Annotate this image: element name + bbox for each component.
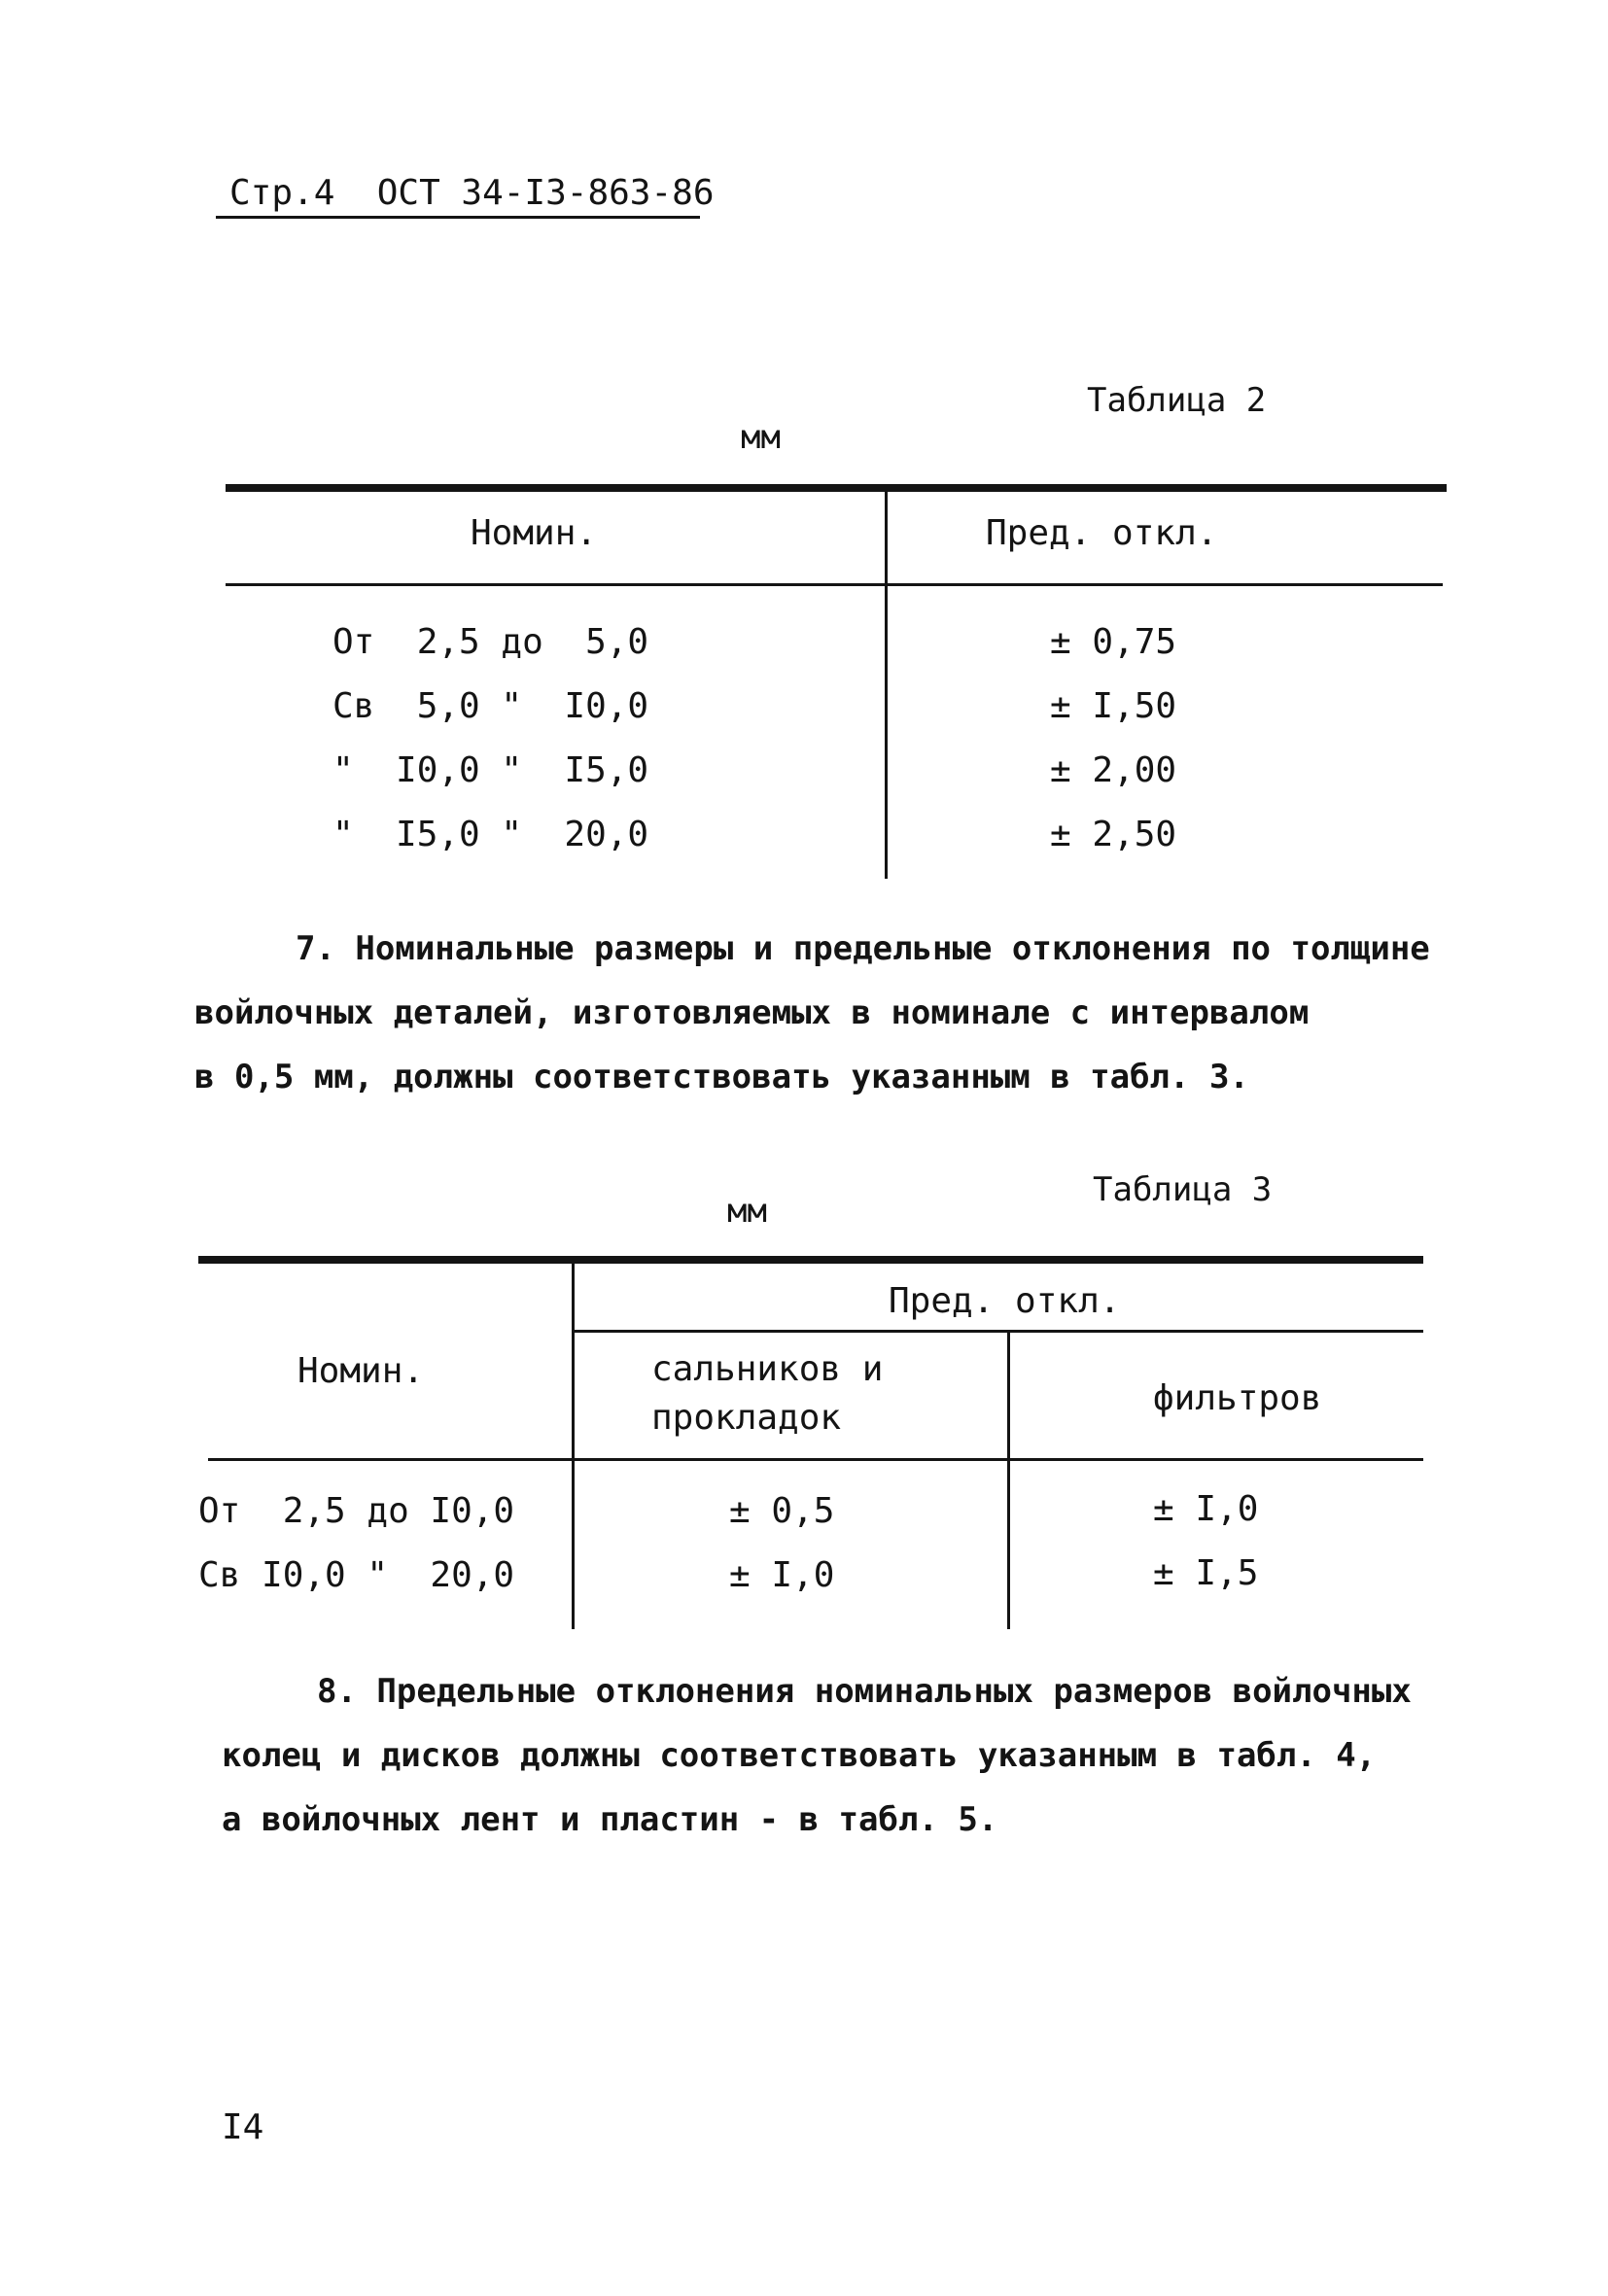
paragraph-line: колец и дисков должны соответствовать указанным в табл. 4,	[222, 1736, 1377, 1775]
table2-header-nominal: Номин.	[471, 513, 598, 553]
header-underline	[216, 216, 700, 219]
table3-row-nominal: От 2,5 до I0,0	[198, 1491, 515, 1531]
table2-row-deviation: ± 2,50	[1050, 815, 1177, 854]
table2-row-deviation: ± 2,00	[1050, 750, 1177, 790]
table3-unit: мм	[727, 1192, 767, 1231]
table2-column-divider	[885, 492, 888, 879]
table2-row-nominal: " I0,0 " I5,0	[332, 750, 649, 790]
table3-row-glands: ± I,0	[729, 1555, 835, 1595]
table2-row-deviation: ± I,50	[1050, 686, 1177, 726]
table3-row-nominal: Св I0,0 " 20,0	[198, 1555, 515, 1595]
table3-top-rule	[198, 1256, 1423, 1264]
table3-header-filters: фильтров	[1153, 1378, 1322, 1418]
table3-subcolumn-divider	[1007, 1332, 1010, 1629]
table2-title: Таблица 2	[1087, 381, 1267, 420]
table3-header-deviation: Пред. откл.	[889, 1281, 1121, 1321]
table2-header-deviation: Пред. откл.	[986, 513, 1218, 553]
table2-row-nominal: Св 5,0 " I0,0	[332, 686, 649, 726]
page-header: Стр.4 ОСТ 34-I3-863-86	[229, 173, 715, 213]
table2-top-rule	[226, 484, 1447, 492]
table2-header-rule	[226, 583, 1443, 586]
table2-unit: мм	[741, 418, 781, 457]
table2-row-nominal: От 2,5 до 5,0	[332, 622, 649, 662]
paragraph-line: 7. Номинальные размеры и предельные отклонения по толщине	[296, 929, 1430, 968]
table3-header-glands: сальников и	[651, 1349, 884, 1389]
table3-row-filters: ± I,5	[1153, 1553, 1259, 1593]
table3-header-rule	[208, 1458, 1423, 1461]
table2-row-nominal: " I5,0 " 20,0	[332, 815, 649, 854]
table3-title: Таблица 3	[1093, 1170, 1273, 1209]
table3-header-gaskets: прокладок	[651, 1398, 842, 1438]
paragraph-line: в 0,5 мм, должны соответствовать указанным в табл. 3.	[194, 1058, 1249, 1096]
table3-header-nominal: Номин.	[297, 1351, 425, 1391]
table2-row-deviation: ± 0,75	[1050, 622, 1177, 662]
table3-column-divider	[572, 1264, 575, 1629]
paragraph-line: а войлочных лент и пластин - в табл. 5.	[222, 1800, 998, 1839]
paragraph-line: войлочных деталей, изготовляемых в номинале с интервалом	[194, 993, 1310, 1032]
paragraph-line: 8. Предельные отклонения номинальных размеров войлочных	[317, 1672, 1412, 1711]
table3-row-glands: ± 0,5	[729, 1491, 835, 1531]
table3-row-filters: ± I,0	[1153, 1489, 1259, 1529]
table3-group-rule	[574, 1330, 1423, 1333]
page-number: I4	[222, 2107, 264, 2147]
